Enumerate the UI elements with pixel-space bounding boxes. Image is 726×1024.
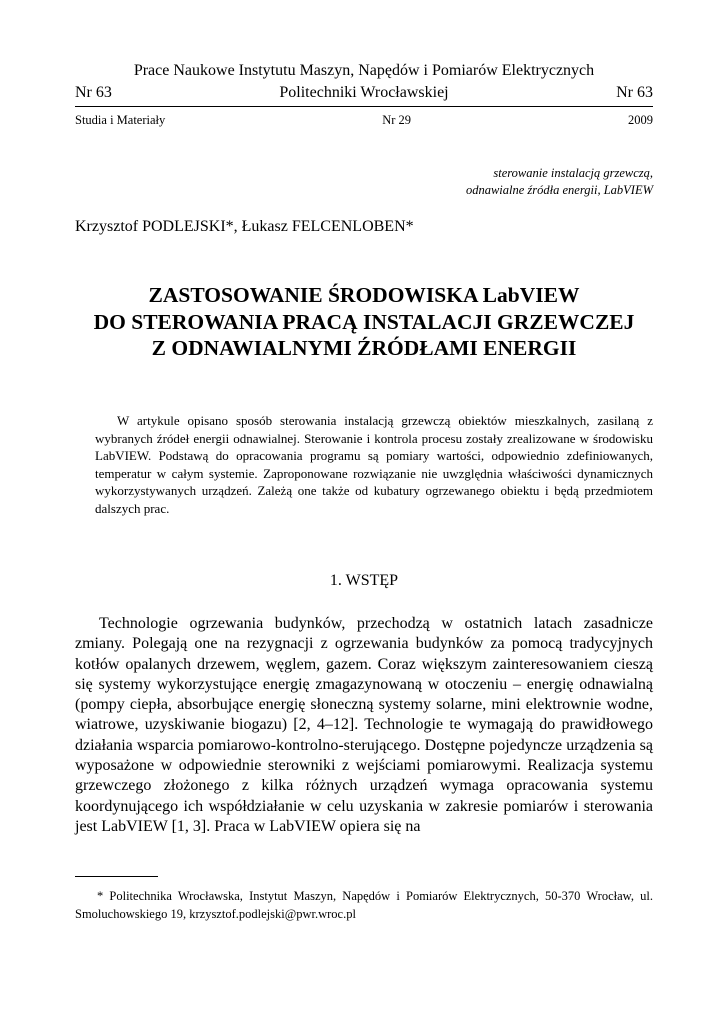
footnote-divider <box>75 876 158 877</box>
title-line-2: DO STEROWANIA PRACĄ INSTALACJI GRZEWCZEJ <box>93 309 635 334</box>
paper-title <box>75 282 653 362</box>
series-number: Nr 29 <box>382 113 412 127</box>
issue-number-right: Nr 63 <box>616 84 653 101</box>
abstract: W artykule opisano sposób sterowania instalacją grzewczą obiektów mieszkalnych, zasilaną z wybranych źródeł energii odnawialnej. Sterowanie i kontrola procesu zostały zrealizowane w środowisku LabVIEW. Podstawą do opracowania programu są pomiary wartości, odpowiednio zdefiniowanych, temperatur w całym systemie. Zaproponowane rozwiązanie nie uwzględnia właściwości dynamicznych wykorzystywanych urządzeń. Zależą one także od kubatury ogrzewanego obiektu i będą przedmiotem dalszych prac. <box>95 413 653 516</box>
keywords <box>300 165 653 199</box>
series-row <box>75 112 653 128</box>
title-line-3: Z ODNAWIALNYMI ŹRÓDŁAMI ENERGII <box>151 336 577 360</box>
title-line-1: ZASTOSOWANIE ŚRODOWISKA LabVIEW <box>148 283 580 307</box>
keywords-line-2: odnawialne źródła energii, LabVIEW <box>465 183 653 197</box>
keywords-line-1: sterowanie instalacją grzewczą, <box>493 166 653 180</box>
journal-header-row <box>75 83 653 103</box>
series-name: Studia i Materiały <box>75 113 166 127</box>
publication-year: 2009 <box>628 113 653 127</box>
university-name: Politechniki Wrocławskiej <box>279 84 449 101</box>
issue-number-left: Nr 63 <box>75 84 112 101</box>
journal-title: Prace Naukowe Instytutu Maszyn, Napędów i Pomiarów Elektrycznych <box>133 62 595 79</box>
authors: Krzysztof PODLEJSKI*, Łukasz FELCENLOBEN* <box>75 218 414 235</box>
section-heading: 1. WSTĘP <box>329 572 399 589</box>
header-divider <box>75 106 653 107</box>
footnote: * Politechnika Wrocławska, Instytut Maszyn, Napędów i Pomiarów Elektrycznych, 50-370 Wrocław, ul. Smoluchowskiego 19, krzysztof.podlejski@pwr.wroc.pl <box>75 889 653 921</box>
body-paragraph: Technologie ogrzewania budynków, przechodzą w ostatnich latach zasadnicze zmiany. Polegają one na rezygnacji z ogrzewania budynków za pomocą tradycyjnych kotłów opalanych drzewem, węglem, gazem. Coraz większym zainteresowaniem cieszą się systemy wykorzystujące energię zmagazynowaną w otoczeniu – energię odnawialną (pompy ciepła, absorbujące energię słoneczną systemy solarne, mini elektrownie wodne, wiatrowe, uzyskiwanie biogazu) [2, 4–12]. Technologie te wymagają do prawidłowego działania wsparcia pomiarowo-kontrolno-sterującego. Dostępne pojedyncze urządzenia są wyposażone w odpowiednie sterowniki z wejściami pomiarowymi. Realizacja systemu grzewczego złożonego z kilka różnych urządzeń wymaga opracowania systemu koordynującego ich współdziałanie w celu uzyskania w zakresie pomiarów i sterowania jest LabVIEW [1, 3]. Praca w LabVIEW opiera się na <box>75 615 653 835</box>
